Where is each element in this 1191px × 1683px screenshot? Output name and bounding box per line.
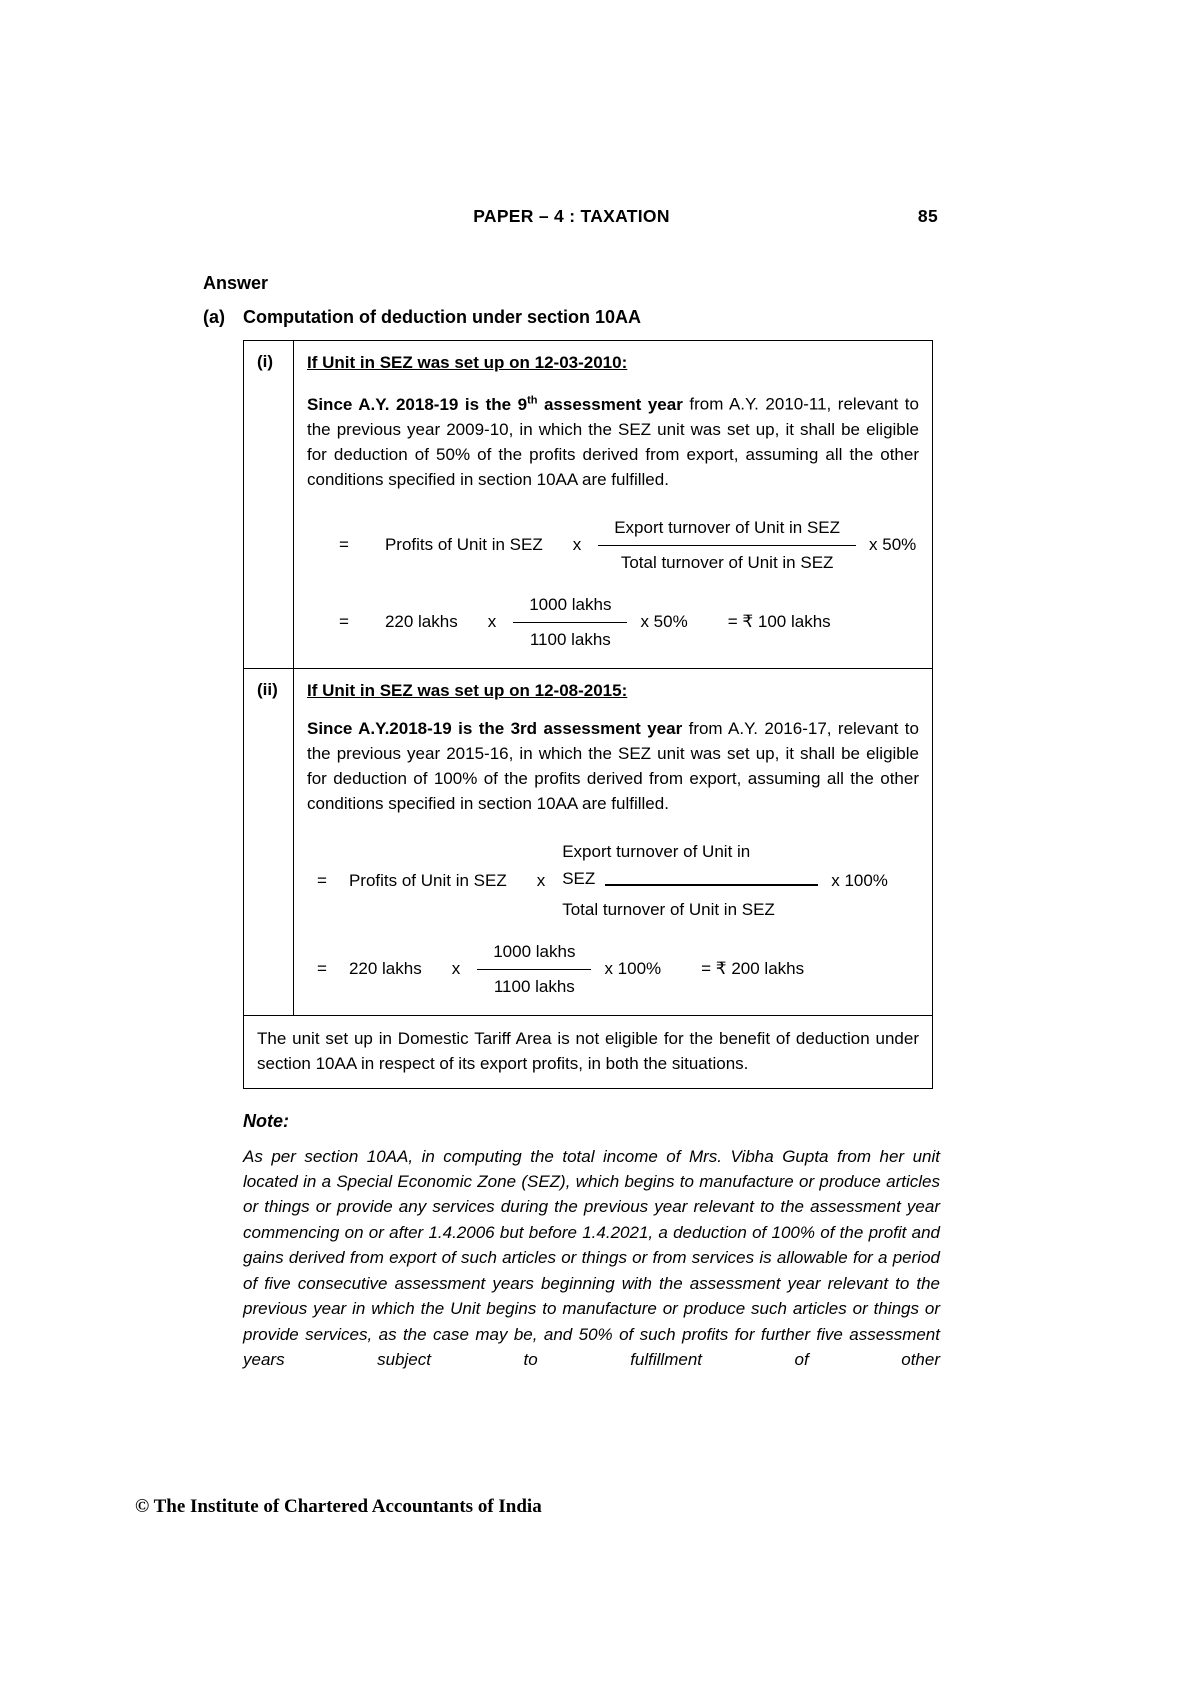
- row-i-lead-bold: [307, 395, 683, 414]
- fraction: [598, 516, 856, 575]
- fraction: [477, 940, 591, 999]
- row-ii-heading: If Unit in SEZ was set up on 12-08-2015:: [307, 680, 628, 700]
- formula-result: = ₹ 200 lakhs: [701, 959, 805, 979]
- row-ii-lead-rest: from A.Y. 2016-17, relevant to the previous year 2015-16, in which the SEZ unit was set up, it shall be eligible for deduction of 100% of the profits derived from export, assuming all the other conditions specified in section 10AA are fulfilled.: [307, 718, 919, 813]
- formula-multiplier: x 100%: [831, 870, 888, 890]
- fraction-denominator: 1100 lakhs: [493, 976, 575, 996]
- row-i-formula-2: [307, 593, 919, 652]
- row-ii-lead-bold: Since A.Y.2018-19 is the 3rd assessment year: [307, 718, 683, 738]
- times-sign: x: [451, 959, 461, 979]
- formula-multiplier: x 100%: [604, 959, 662, 979]
- fraction-numerator-line2: [562, 867, 818, 891]
- item-a-label: (a): [203, 307, 225, 327]
- item-a-title: Computation of deduction under section 10AA: [243, 307, 642, 327]
- row-i-paragraph: [307, 388, 919, 492]
- formula-operand: 220 lakhs: [348, 959, 422, 979]
- equals-sign: =: [339, 612, 349, 632]
- row-i-number: (i): [244, 341, 294, 669]
- fraction-bar: [605, 884, 818, 886]
- formula-operand: Profits of Unit in SEZ: [384, 535, 543, 555]
- answer-heading: Answer: [203, 273, 269, 293]
- paper-title: PAPER – 4 : TAXATION: [473, 206, 670, 226]
- fraction-denominator: Total turnover of Unit in SEZ: [562, 899, 775, 919]
- times-sign: x: [487, 612, 497, 632]
- fraction-numerator: Export turnover of Unit in SEZ: [598, 516, 856, 546]
- row-ii-body: [294, 668, 933, 1015]
- times-sign: x: [536, 870, 546, 890]
- note-heading: Note:: [243, 1110, 289, 1131]
- table-footer-text: The unit set up in Domestic Tariff Area is not eligible for the benefit of deduction under section 10AA in respect of its export profits, in both the situations.: [257, 1028, 919, 1073]
- row-ii-number: (ii): [244, 668, 294, 1015]
- row-i-formula-1: [307, 516, 919, 575]
- equals-sign: =: [317, 870, 327, 890]
- equals-sign: =: [317, 959, 327, 979]
- fraction: [562, 840, 818, 922]
- item-a-line: [203, 307, 940, 328]
- fraction: [513, 593, 627, 652]
- page-content: [203, 206, 940, 1372]
- formula-operand: 220 lakhs: [384, 612, 458, 632]
- note-paragraph: As per section 10AA, in computing the total income of Mrs. Vibha Gupta from her unit located in a Special Economic Zone (SEZ), which begins to manufacture or produce articles or things or provide any services during the previous year relevant to the assessment year commencing on or after 1.4.2006 but before 1.4.2021, a deduction of 100% of the profit and gains derived from export of such articles or things or from services is allowable for a period of five consecutive assessment years beginning with the assessment year relevant to the previous year in which the Unit begins to manufacture or produce such articles or things or provide services, as the case may be, and 50% of such profits for further five assessment years subject to fulfillment of other: [243, 1146, 940, 1369]
- fraction-numerator: 1000 lakhs: [513, 593, 627, 623]
- row-i-heading: If Unit in SEZ was set up on 12-03-2010:: [307, 353, 628, 372]
- row-ii-paragraph: [307, 716, 919, 816]
- formula-result: = ₹ 100 lakhs: [727, 612, 831, 632]
- times-sign: x: [572, 535, 582, 555]
- row-ii-formula-2: [307, 940, 919, 999]
- fraction-numerator-text: SEZ: [562, 868, 596, 888]
- row-i-body: [294, 341, 933, 669]
- fraction-denominator: Total turnover of Unit in SEZ: [620, 552, 834, 572]
- equals-sign: =: [339, 535, 349, 555]
- row-ii-formula-1: [307, 840, 919, 922]
- fraction-numerator: 1000 lakhs: [477, 940, 591, 970]
- table-row-footer: [244, 1015, 933, 1088]
- formula-operand: Profits of Unit in SEZ: [348, 870, 507, 890]
- fraction-numerator-line1: Export turnover of Unit in: [562, 841, 751, 861]
- lead-superscript: th: [527, 394, 538, 406]
- formula-multiplier: x 50%: [640, 612, 688, 632]
- computation-table: [243, 340, 933, 1089]
- fraction-denominator: 1100 lakhs: [529, 629, 611, 649]
- row-i-lead-rest: from A.Y. 2010-11, relevant to the previous year 2009-10, in which the SEZ unit was set up, it shall be eligible for deduction of 50% of the profits derived from export, assuming all the other conditions specified in section 10AA are fulfilled.: [307, 394, 919, 489]
- table-footer-cell: [244, 1015, 933, 1088]
- page-number: 85: [917, 206, 938, 226]
- page-header: [203, 206, 940, 227]
- copyright-footer: © The Institute of Chartered Accountants of India: [135, 1496, 542, 1517]
- lead-bold-pre: Since A.Y. 2018-19 is the 9: [307, 394, 528, 414]
- table-row-ii: [244, 668, 933, 1015]
- formula-multiplier: x 50%: [869, 535, 917, 555]
- lead-bold-post: assessment year: [537, 394, 683, 414]
- table-row-i: [244, 341, 933, 669]
